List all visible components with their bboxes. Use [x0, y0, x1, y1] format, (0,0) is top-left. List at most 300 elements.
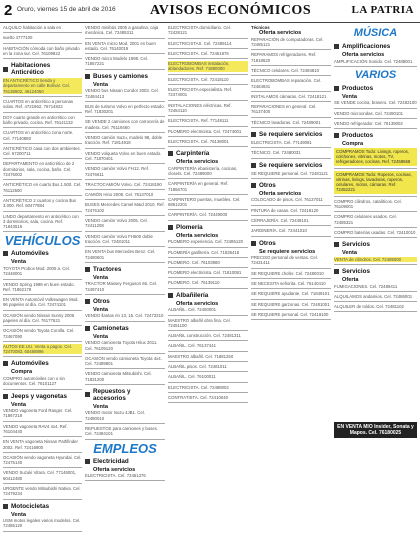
ad-divider: [168, 58, 248, 59]
classified-ad: ALBAÑIL pisos. Cel. 72481011: [168, 364, 227, 369]
section-label: Otros: [259, 239, 276, 247]
classified-ad: INSTALAMOS cámaras. Cel. 72418121: [251, 93, 327, 99]
classified-ad: ELECTRICISTA domiciliario. Cel. 72428121: [168, 25, 231, 36]
classified-ad: OCASIÓN vendo Toyota Corolla. Cel. 72467090: [3, 328, 75, 339]
section-label: Productos: [342, 84, 374, 92]
ad-divider: [251, 91, 331, 92]
ad-divider: [168, 392, 248, 393]
ad-divider: [3, 389, 82, 390]
classified-ad: INSTALACIONES eléctricas. Ref. 72454110: [168, 102, 232, 113]
ad-divider: [168, 288, 248, 289]
ad-divider: [85, 480, 165, 481]
ad-divider: [334, 311, 417, 312]
subsection-label: Oferta servicios: [259, 190, 302, 197]
ad-divider: [85, 69, 165, 70]
section-heading: [85, 298, 165, 305]
ad-divider: [251, 319, 331, 320]
section-bullet-icon: [168, 151, 173, 156]
classified-ad: DOY cuarto grande en anticrético con baño privado, cocina. Ref. 76141132: [3, 114, 75, 125]
ad-divider: [3, 341, 82, 342]
ad-divider: [251, 127, 331, 128]
classified-ad: BUS de turismo Volvo en perfecto estado. Ref. 71830201: [85, 103, 165, 115]
section-label: Se requiere servicios: [259, 161, 323, 169]
classified-ad: VENDO camioneta Toyota Hilux 2011. Cel. 76109120: [85, 340, 158, 351]
subsection-label: Venta: [93, 81, 108, 88]
ad-divider: [3, 467, 82, 468]
ad-divider: [168, 277, 248, 278]
ad-divider: [168, 220, 248, 221]
ad-divider: [3, 452, 82, 453]
ad-divider: [334, 301, 417, 302]
classified-ad: CAMIÓN Hino 2008. Cel. 76137010: [85, 192, 154, 198]
section-heading: [3, 393, 82, 400]
classified-ad: VENDO llantas rin 13, 15. Cel. 72473310: [85, 313, 164, 319]
section-bullet-icon: [85, 299, 90, 304]
ad-divider: [168, 146, 248, 147]
section-label: Buses y camiones: [93, 72, 148, 80]
classified-ad: TOYOTA Probox Mod. 2005 a. Cel. 72448001: [3, 265, 70, 277]
ad-divider: [85, 148, 165, 149]
classified-ad: TÉCNICO lavadoras. Cel. 72489001: [251, 119, 321, 125]
ad-divider: [85, 215, 165, 216]
featured-ad-text: EN VENTA MIO Insider, Sonata y Mapos. Cel. 76180025: [334, 422, 417, 438]
classified-ad: TÉCNICO celulares. Cel. 72484810: [251, 67, 320, 73]
classified-ad: AMPLIFICACIÓN Sonido. Cel. 72488001: [334, 58, 413, 64]
section-label: Motocicletas: [11, 502, 50, 510]
section-label: Habitaciones Anticrético: [11, 62, 51, 77]
classified-ad: OCASIÓN vendo Nissan Sunny 2006 papeles al día. Cel. 76177621: [3, 312, 75, 323]
ad-divider: [85, 189, 165, 190]
classified-ad: VENTA de cilindros. Cel. 72485000: [334, 257, 417, 262]
subsection-label: Se requiere servicios: [259, 248, 316, 255]
section-bullet-icon: [334, 242, 339, 247]
ad-divider: [85, 353, 165, 354]
classified-ad: PINTURA de casas. Cel. 72418120: [251, 207, 319, 213]
page-header: [0, 0, 420, 23]
classified-ad: PLOMERO electricista. Cel. 71810081: [168, 270, 242, 276]
classified-ad: ELECTRICISTA. Ref. 77148111: [168, 118, 229, 124]
section-heading: [3, 360, 82, 367]
section-bullet-icon: [3, 504, 8, 509]
classified-ad: VENDO camión Isuzu, modelo 98, doble tracción. Ref. 71814918: [85, 135, 163, 146]
section-bullet-icon: [3, 251, 8, 256]
ad-divider: [3, 32, 82, 33]
ad-divider: [3, 96, 82, 97]
page-number: 2: [4, 2, 13, 19]
classified-ad: MAESTRO albañil obra fina. Cel. 72451100: [168, 317, 231, 328]
subsection-label: Oferta servicios: [176, 159, 219, 166]
ad-divider: [251, 178, 331, 179]
classified-ad: PLOMERO. Cel. 76139110: [168, 280, 220, 286]
section-heading: [334, 85, 417, 92]
classified-ad: MAESTRO albañil. Cel. 71881250: [168, 353, 234, 359]
ad-divider: [251, 101, 331, 102]
ad-divider: [85, 38, 165, 39]
classified-ad: AUTOS EE.UU. Venta a pagos. Cel. 72470083, 60488896: [3, 344, 82, 355]
section-label: Repuestos y accesorios: [93, 387, 131, 402]
ad-divider: [3, 143, 82, 144]
ad-divider: [251, 225, 331, 226]
classified-ad: ANTICRÉTICO 2 cuartos y cocina $us 3.000. Ref. 60477884: [3, 197, 77, 209]
ad-divider: [3, 231, 82, 232]
classified-ad: REPUESTOS para camiones y buses. Cel. 72484101: [85, 426, 158, 437]
section-heading: [168, 292, 248, 299]
section-label: Automóviles: [11, 250, 49, 258]
section-bullet-icon: [85, 392, 90, 397]
column-5: [334, 25, 417, 543]
ad-divider: [168, 126, 248, 127]
classified-ad: VENDO Suzuki Vitara. Cel. 77146001, 60412480: [3, 470, 77, 481]
ad-divider: [85, 163, 165, 164]
section-label: Tractores: [93, 265, 122, 273]
classified-ad: CERRAJERÍA. Cel. 72448101: [251, 218, 309, 224]
subsection-label: Oferta servicios: [259, 30, 302, 37]
ad-divider: [334, 108, 417, 109]
ad-divider: [3, 499, 82, 500]
classified-ad: ELECTRICISTA. Cel. 77149081: [251, 140, 312, 146]
section-bullet-icon: [334, 44, 339, 49]
ad-divider: [334, 196, 417, 197]
section-bullet-icon: [85, 459, 90, 464]
ad-divider: [251, 268, 331, 269]
ad-divider: [251, 75, 331, 76]
subsection-label: Venta: [342, 250, 357, 257]
ad-divider: [85, 132, 165, 133]
section-label: Carpintería: [176, 150, 210, 158]
category-heading: VARIOS: [354, 68, 397, 81]
subsection-heading: Técnicos: [251, 25, 270, 30]
classified-ad: VENDO minibús 2005 a gasolina, caja mecánica. Cel. 72485311: [85, 25, 159, 36]
classified-ad: URGENTE vendo Mitsubishi Nativa. Cel. 72479234: [3, 486, 81, 497]
classified-ad: REPARACIÓN de computadoras. Cel. 72485121: [251, 36, 324, 48]
classified-ad: BUSES Mercedes Camel Maid 2010. Ref. 72476102: [85, 202, 165, 213]
page-date: Oruro, viernes 15 de abril de 2016: [17, 6, 116, 13]
classified-ad: REPARAMOS refrigeradores. Ref. 71818620: [251, 52, 317, 63]
ad-divider: [3, 310, 82, 311]
classified-ad: CARPINTERÍA ebanistería, cocinas, closets. Cel. 72489000: [168, 165, 238, 176]
classified-ad: FUMIGACIONES. Cel. 72489411: [334, 283, 398, 289]
classified-ad: PLOMERO electricista. Cel. 72474001: [168, 128, 242, 134]
ad-divider: [251, 215, 331, 216]
ad-divider: [85, 294, 165, 295]
section-bullet-icon: [334, 133, 339, 138]
classified-ad: ALQUILO habitación a sala en: [3, 25, 62, 30]
ad-divider: [85, 384, 165, 385]
ad-divider: [85, 423, 165, 424]
classified-ad: TRACTOR Massey Ferguson 65. Cel. 72497410: [85, 281, 158, 292]
classified-ad: COMPRO cilindros, catalíticos. Cel. 76109001: [334, 198, 402, 210]
ad-divider: [3, 112, 82, 113]
section-heading: [334, 268, 417, 275]
ad-divider: [85, 231, 165, 232]
column-3: [168, 25, 248, 543]
classified-ad: VENDO microondas. Cel. 72480101: [334, 110, 404, 116]
ad-divider: [85, 116, 165, 117]
section-label: Servicios: [342, 268, 371, 276]
classified-ad: TÉCNICO. Cel. 72480031: [251, 150, 301, 156]
ad-divider: [168, 340, 248, 341]
ad-divider: [168, 38, 248, 39]
classified-ad: JARDINERÍA. Cel. 72441010: [251, 228, 307, 234]
classified-ad: VENDO motor Isuzu 4JB1. Cel. 72480010: [85, 410, 145, 421]
ad-divider: [85, 53, 165, 54]
classified-ad: OCASIÓN vendo camioneta Toyota 4x4. Cel. 72489801: [85, 355, 162, 367]
classified-ad: ELECTRICISTA. Cel. 76138001: [168, 138, 229, 144]
section-bullet-icon: [85, 267, 90, 272]
ad-divider: [3, 279, 82, 280]
classified-ad: ALBAÑIL construcción. Cel. 72481311: [168, 333, 241, 339]
section-bullet-icon: [3, 394, 8, 399]
ad-divider: [85, 246, 165, 247]
classified-ad: ALBAÑIL. Cel. 76137441: [168, 343, 217, 349]
classified-ad: SE REQUIERE ayudante. Cel. 71849101: [251, 291, 330, 297]
subsection-label: Venta: [93, 306, 108, 313]
section-bullet-icon: [251, 132, 256, 137]
ad-divider: [251, 49, 331, 50]
section-heading: [85, 325, 165, 332]
ad-divider: [168, 361, 248, 362]
section-label: Productos: [342, 132, 374, 140]
ad-divider: [168, 351, 248, 352]
ad-divider: [334, 237, 417, 238]
classified-ad: ALQUILAMOS andamios. Cel. 72486001: [334, 293, 413, 299]
subsection-label: Venta: [11, 259, 26, 266]
ad-divider: [251, 288, 331, 289]
section-bullet-icon: [85, 74, 90, 79]
subsection-label: Venta: [93, 403, 108, 410]
classified-ad: VENDO Spring 1998 en buen estado. Ref. 71862179: [3, 281, 75, 292]
section-heading: [334, 132, 417, 139]
ad-divider: [168, 115, 248, 116]
section-bullet-icon: [251, 163, 256, 168]
classified-ad: REPARACIONES en general. Cel. 76137400: [251, 104, 317, 115]
section-bullet-icon: [251, 241, 256, 246]
ad-divider: [251, 278, 331, 279]
section-bullet-icon: [3, 67, 8, 72]
ad-divider: [3, 127, 82, 128]
classified-ad: COLOCADO de pisos. Cel. 76137011: [251, 197, 323, 203]
classified-ad: VENDO camión Volvo 2005. Cel. 72411208: [85, 218, 148, 229]
subsection-label: Venta: [93, 274, 108, 281]
ad-divider: [334, 128, 417, 129]
classified-ad: CONTRATISTA. Cel. 72410040: [168, 394, 229, 400]
ad-divider: [334, 291, 417, 292]
ad-divider: [3, 43, 82, 44]
ad-divider: [168, 315, 248, 316]
classified-ad: suelto 4777100: [3, 35, 33, 41]
ad-divider: [85, 262, 165, 263]
section-label: Servicios: [342, 241, 371, 249]
classified-ad: ELECTRICISTAS. Cel. 72489114: [168, 40, 232, 46]
ad-divider: [85, 439, 165, 440]
classified-ad: ELECTROBOMBAS reparación. Cel. 72484831: [251, 78, 322, 89]
classified-ad: LINDO departamento en anticrético con 3 dormitorios, sala, cocina. Ref. 71843516: [3, 213, 79, 230]
ad-divider: [334, 264, 417, 265]
section-bullet-icon: [85, 326, 90, 331]
section-heading: [251, 131, 331, 138]
classified-ad: COMPRAMOS Todo: Roperos, cocinas, vitrinas, livings, lavadoras, roperos, celulares, motos, cámaras. Ref. 72452221: [334, 171, 417, 194]
column-1: [3, 25, 82, 543]
classified-ad: EN VENTA vagoneta Nissan Pathfinder 2002. Ref. 72416900: [3, 439, 78, 450]
subsection-label: Compra: [342, 141, 364, 148]
classified-ad: PLOMERO. Cel. 76103980: [168, 259, 220, 265]
classified-ad: SE VENDE 2 camiones con carrocería de madera. Cel. 76119460: [85, 119, 165, 130]
section-heading: [85, 73, 165, 80]
classified-ad: SE REQUIERE garzonas. Cel. 72481001: [251, 301, 330, 307]
section-heading: [85, 388, 165, 402]
classified-ad: VENDO camioneta Mitsubishi. Cel. 71831200: [85, 371, 152, 382]
ad-divider: [334, 227, 417, 228]
ad-divider: [334, 118, 417, 119]
ad-divider: [168, 247, 248, 248]
section-heading: [168, 150, 248, 157]
classified-ad: CARPINTERO puertas, muebles. Cel. 68512201: [168, 196, 241, 208]
classified-ad: ALBAÑIL. Cel. 76100011: [168, 374, 216, 380]
ad-divider: [85, 199, 165, 200]
ad-divider: [168, 74, 248, 75]
classified-ad: CUARTOS en anticrético a personas solas. Ref. 4721962, 76714822: [3, 99, 74, 110]
section-bullet-icon: [168, 225, 173, 230]
classified-ad: DEPARTAMENTO en anticrético de 2 dormitorios, sala, cocina, baño. Cel. 72476002: [3, 161, 75, 178]
ad-divider: [251, 147, 331, 148]
ad-divider: [3, 531, 82, 532]
ad-divider: [168, 48, 248, 49]
ad-divider: [85, 179, 165, 180]
classified-ad: EN VENTA Automóvil Volkswagen Mod. 96 papeles al día. Cel. 72474101: [3, 297, 79, 308]
section-heading: [251, 162, 331, 169]
category-heading: VEHÍCULOS: [4, 233, 81, 249]
classified-ad: HABITACIÓN cómoda con baño privado en la zona sur. Cel. 76109822: [3, 45, 80, 56]
subsection-label: Venta: [11, 401, 26, 408]
classified-ad: PRECISO personal de ventas. Cel. 72431411: [251, 255, 318, 266]
section-heading: [251, 240, 331, 247]
section-label: Jeeps y vagonetas: [11, 392, 68, 400]
classified-ad: COMPRO baterías usadas. Cel. 72410010: [334, 229, 416, 235]
section-heading: [85, 458, 165, 465]
classified-ad: ELECTRICISTA. Cel. 72451376: [85, 473, 146, 479]
ad-divider: [3, 158, 82, 159]
classified-ad: ELECTROBOMBAS instalación, ablandadores. Ref. 71880000: [168, 61, 248, 72]
ad-divider: [3, 356, 82, 357]
classified-ad: COMPRO automóviles con o sin documentos. Cel. 76101127: [3, 375, 65, 387]
ad-divider: [168, 84, 248, 85]
ad-divider: [3, 483, 82, 484]
ad-divider: [3, 325, 82, 326]
ad-divider: [251, 158, 331, 159]
section-label: Plomería: [176, 223, 203, 231]
classified-ad: SE NECESITA señorita. Cel. 76140410: [251, 281, 326, 287]
column-4: [251, 25, 331, 543]
ad-divider: [168, 330, 248, 331]
section-heading: [251, 182, 331, 189]
ad-divider: [168, 136, 248, 137]
section-heading: [334, 241, 417, 248]
classified-ad: SE REQUIERE personal. Cel. 72419100: [251, 311, 329, 317]
subsection-label: Venta: [342, 93, 357, 100]
classified-ad: VENDO refrigerador. Cel. 76139002: [334, 120, 403, 126]
ad-divider: [85, 368, 165, 369]
classified-ad: ELECTRICISTA. Cel. 72498002: [168, 384, 229, 390]
section-label: Se requiere servicios: [259, 131, 323, 139]
subsection-label: Venta: [93, 333, 108, 340]
classified-ad: OCASIÓN vendo vagoneta Hyundai. Cel. 72475140: [3, 454, 82, 466]
classified-ad: VENDO micro Modelo 1998. Cel. 71857221: [85, 56, 149, 67]
ad-divider: [3, 179, 82, 180]
ad-divider: [85, 101, 165, 102]
ad-divider: [3, 436, 82, 437]
classified-ad: VENDO camión Volvo FH500 doble tracción. Cel. 72481011: [85, 233, 153, 244]
subsection-label: Venta: [11, 511, 26, 518]
classified-ad: EN VENTA bus Mercedes Benz. Cel. 72480601: [85, 249, 156, 260]
section-title: AVISOS ECONÓMICOS: [150, 3, 312, 18]
ad-divider: [168, 257, 248, 258]
section-bullet-icon: [3, 361, 8, 366]
classified-ad: COMPRAMOS Todo: Livings, roperos, colchones, vitrinas, motos, TV, refrigeradores, cocinas. Ref. 72458568: [334, 148, 417, 166]
newspaper-brand: LA PATRIA: [351, 4, 414, 16]
classified-ad: VENDO vagoneta RAV4 4x4. Ref. 76104440: [3, 423, 68, 434]
section-heading: [334, 43, 417, 50]
ad-divider: [168, 382, 248, 383]
subsection-label: Oferta servicios: [176, 232, 219, 239]
ad-divider: [251, 309, 331, 310]
section-label: Otros: [259, 181, 276, 189]
classified-ad: ELECTRICISTA. Cel. 72418110: [168, 76, 229, 82]
section-label: Automóviles: [11, 360, 49, 368]
classified-ad: CARPINTERÍA. Cel. 72449000: [168, 212, 228, 218]
classified-ad: PLOMERÍA gasfitería. Cel. 71836418: [168, 249, 240, 255]
classified-ad: ALBAÑIL. Cel. 72480001: [168, 307, 217, 313]
subsection-label: Oferta servicios: [342, 52, 385, 58]
featured-ad-box: [334, 420, 417, 440]
section-bullet-icon: [334, 86, 339, 91]
ad-divider: [334, 168, 417, 169]
ad-divider: [334, 66, 417, 67]
classified-ad: TRACTOCAMIÓN Volvo. Cel. 72418190: [85, 181, 162, 187]
ad-divider: [3, 294, 82, 295]
section-label: Otros: [93, 297, 110, 305]
ad-divider: [251, 117, 331, 118]
classified-ad: ELECTRICISTA especialista. Ref. 72474001: [168, 87, 233, 98]
section-heading: [85, 266, 165, 273]
section-bullet-icon: [251, 183, 256, 188]
section-label: Amplificaciones: [342, 43, 391, 50]
ad-divider: [3, 211, 82, 212]
classified-ad: ANTICRÉTICO en cuarto $us 1.500. Cel. 76112500: [3, 182, 82, 193]
subsection-label: Oferta servicios: [93, 466, 136, 473]
classified-ad: CARPINTERÍA en general. Ref. 71866701: [168, 181, 229, 192]
ad-divider: [85, 321, 165, 322]
classified-ad: CUARTOS en anticrético zona norte. Cel. 77140880: [3, 130, 74, 141]
ad-divider: [251, 236, 331, 237]
classified-ad: ANTICRÉTICO casa con dos ambientes. Cel. 67200711: [3, 145, 81, 157]
subsection-label: Oferta servicios: [176, 300, 219, 307]
classified-ad: SE VENDE cocina, brasero. Cel. 72482100: [334, 100, 417, 106]
section-label: Albañilería: [176, 291, 209, 299]
ad-divider: [251, 299, 331, 300]
classified-ad: EN VENTA micro Mod. 2001 en buen estado. Cel. 76140019: [85, 40, 156, 51]
classified-ad: ELECTRICISTA. Cel. 72451976: [168, 50, 229, 56]
section-label: Electricidad: [93, 457, 129, 465]
classified-ad: SE REQUIERE chofer. Cel. 72480010: [251, 270, 324, 276]
classified-ad: ALQUILER de toldos. Cel. 72481102: [334, 304, 404, 310]
ad-divider: [3, 58, 82, 59]
classified-ad: EN ANTICRÉTICO tienda y departamento en calle Bolívar. Cel. 76138802, 46124050: [3, 78, 82, 94]
category-heading: MÚSICA: [353, 27, 398, 39]
ad-divider: [168, 209, 248, 210]
section-heading: [3, 62, 82, 76]
classified-ad: USM motos legales varios modelos. Cel. 72485120: [3, 518, 81, 529]
column-2: [85, 25, 165, 543]
